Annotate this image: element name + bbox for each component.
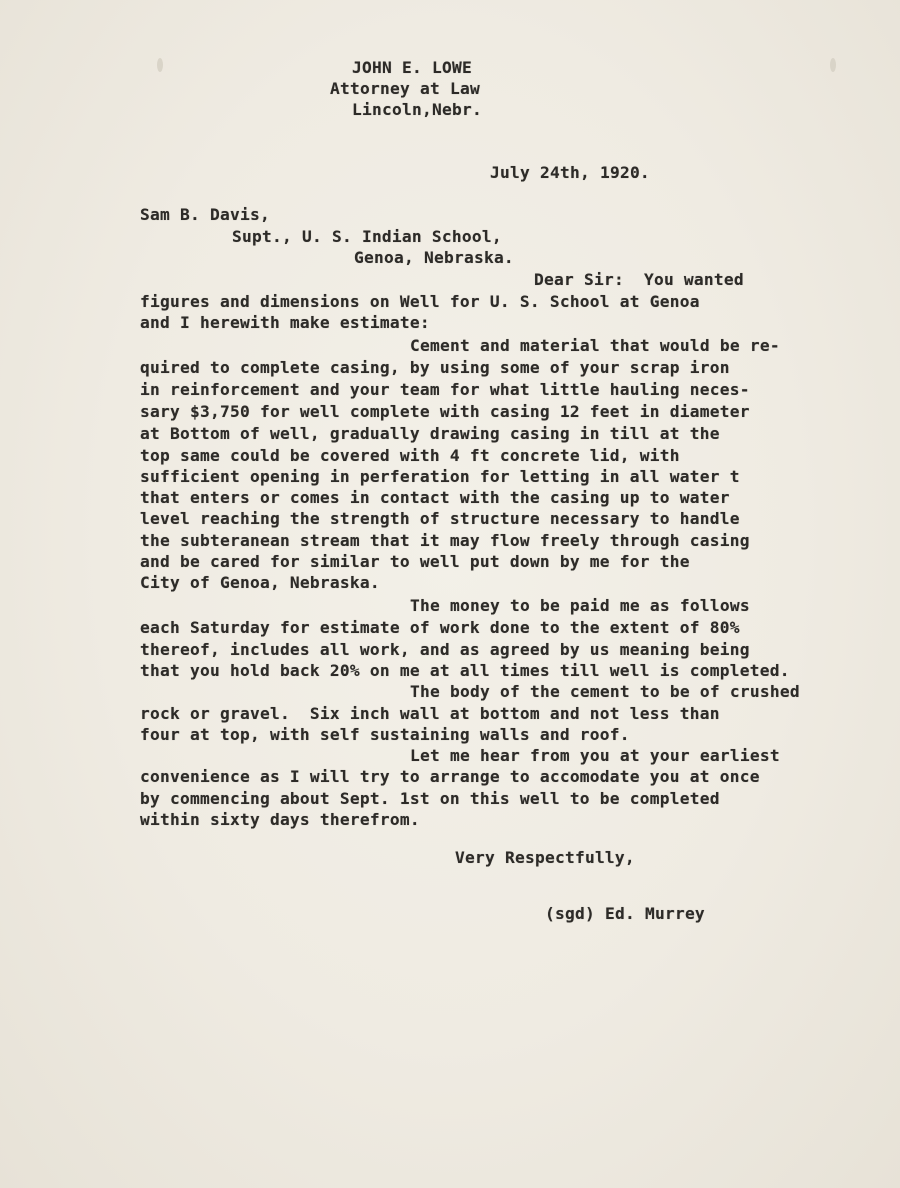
body-line: quired to complete casing, by using some of your scrap iron <box>140 358 730 377</box>
recipient-place: Genoa, Nebraska. <box>354 248 514 267</box>
body-line: sary $3,750 for well complete with casing 12 feet in diameter <box>140 402 750 421</box>
punch-hole-mark <box>157 58 163 72</box>
body-line: four at top, with self sustaining walls and roof. <box>140 725 630 744</box>
body-line: convenience as I will try to arrange to accomodate you at once <box>140 767 760 786</box>
body-line: The money to be paid me as follows <box>410 596 750 615</box>
body-line: level reaching the strength of structure necessary to handle <box>140 509 740 528</box>
body-line: City of Genoa, Nebraska. <box>140 573 380 592</box>
letterhead-name: JOHN E. LOWE <box>352 58 472 77</box>
letterhead-title: Attorney at Law <box>330 79 480 98</box>
body-line: and I herewith make estimate: <box>140 313 430 332</box>
body-line: the subteranean stream that it may flow freely through casing <box>140 531 750 550</box>
body-line: Dear Sir: You wanted <box>534 270 744 289</box>
body-line: The body of the cement to be of crushed <box>410 682 800 701</box>
body-line: sufficient opening in perferation for letting in all water t <box>140 467 740 486</box>
letterhead-location: Lincoln,Nebr. <box>352 100 482 119</box>
body-line: figures and dimensions on Well for U. S. School at Genoa <box>140 292 700 311</box>
letter-closing: Very Respectfully, <box>455 848 635 867</box>
body-line: and be cared for similar to well put down by me for the <box>140 552 690 571</box>
body-line: each Saturday for estimate of work done to the extent of 80% <box>140 618 740 637</box>
letter-signature: (sgd) Ed. Murrey <box>545 904 705 923</box>
letter-date: July 24th, 1920. <box>490 163 650 182</box>
body-line: thereof, includes all work, and as agreed by us meaning being <box>140 640 750 659</box>
body-line: in reinforcement and your team for what little hauling neces- <box>140 380 750 399</box>
body-line: top same could be covered with 4 ft concrete lid, with <box>140 446 680 465</box>
body-line: that you hold back 20% on me at all times till well is completed. <box>140 661 790 680</box>
body-line: within sixty days therefrom. <box>140 810 420 829</box>
punch-hole-mark <box>830 58 836 72</box>
body-line: by commencing about Sept. 1st on this well to be completed <box>140 789 720 808</box>
body-line: at Bottom of well, gradually drawing casing in till at the <box>140 424 720 443</box>
recipient-position: Supt., U. S. Indian School, <box>232 227 502 246</box>
body-line: rock or gravel. Six inch wall at bottom and not less than <box>140 704 720 723</box>
body-line: Cement and material that would be re- <box>410 336 780 355</box>
body-line: that enters or comes in contact with the casing up to water <box>140 488 730 507</box>
body-line: Let me hear from you at your earliest <box>410 746 780 765</box>
recipient-name: Sam B. Davis, <box>140 205 270 224</box>
